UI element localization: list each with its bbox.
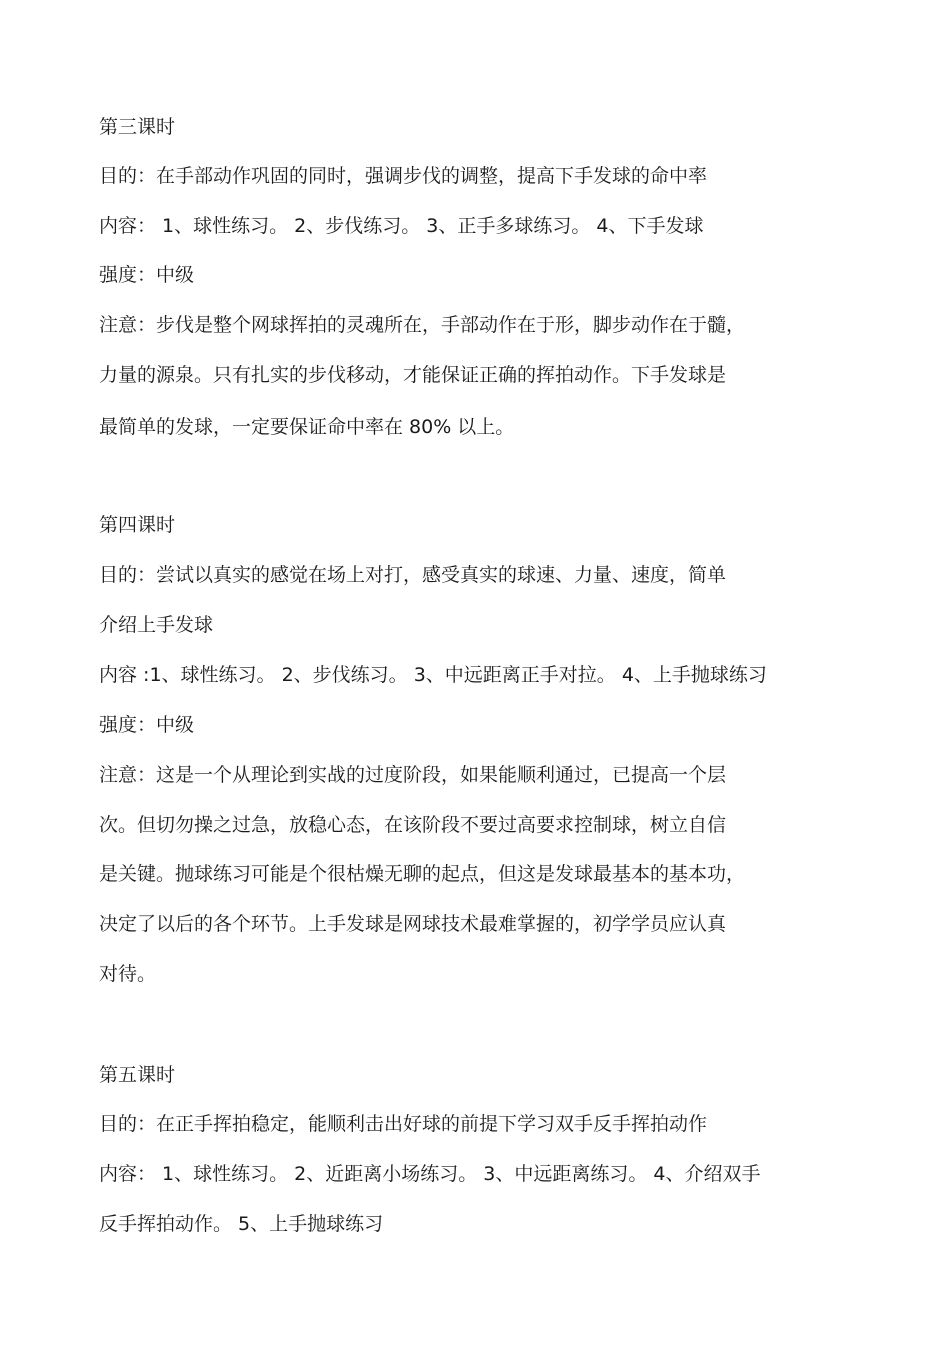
lesson-5-content-line-2: 反手挥拍动作。 5、上手抛球练习 bbox=[99, 1213, 384, 1235]
lesson-4-goal-line-1: 目的：尝试以真实的感觉在场上对打，感受真实的球速、力量、速度，简单 bbox=[99, 564, 727, 586]
lesson-3-note-line-1: 注意：步伐是整个网球挥拍的灵魂所在，手部动作在于形，脚步动作在于髓， bbox=[99, 314, 746, 336]
lesson-4-note-line-4: 决定了以后的各个环节。上手发球是网球技术最难掌握的，初学学员应认真 bbox=[99, 913, 727, 935]
lesson-3-note-line-3: 最简单的发球，一定要保证命中率在 80% 以上。 bbox=[99, 416, 515, 438]
lesson-4-note-line-2: 次。但切勿操之过急，放稳心态，在该阶段不要过高要求控制球，树立自信 bbox=[99, 814, 727, 836]
lesson-4-title: 第四课时 bbox=[99, 514, 176, 536]
lesson-3-intensity: 强度：中级 bbox=[99, 264, 195, 286]
lesson-3-content: 内容： 1、球性练习。 2、步伐练习。 3、正手多球练习。 4、下手发球 bbox=[99, 215, 704, 237]
lesson-3-title: 第三课时 bbox=[99, 116, 176, 138]
lesson-4-content: 内容 :1、球性练习。 2、步伐练习。 3、中远距离正手对拉。 4、上手抛球练习 bbox=[99, 664, 767, 686]
lesson-5-goal: 目的：在正手挥拍稳定，能顺利击出好球的前提下学习双手反手挥拍动作 bbox=[99, 1113, 708, 1135]
lesson-4-goal-line-2: 介绍上手发球 bbox=[99, 614, 214, 636]
lesson-5-title: 第五课时 bbox=[99, 1064, 176, 1086]
lesson-3-goal: 目的：在手部动作巩固的同时，强调步伐的调整，提高下手发球的命中率 bbox=[99, 165, 708, 187]
lesson-5-content-line-1: 内容： 1、球性练习。 2、近距离小场练习。 3、中远距离练习。 4、介绍双手 bbox=[99, 1163, 761, 1185]
lesson-4-note-line-1: 注意：这是一个从理论到实战的过度阶段，如果能顺利通过，已提高一个层 bbox=[99, 764, 727, 786]
lesson-3-note-line-2: 力量的源泉。只有扎实的步伐移动，才能保证正确的挥拍动作。下手发球是 bbox=[99, 364, 727, 386]
lesson-4-note-line-5: 对待。 bbox=[99, 963, 157, 985]
lesson-4-intensity: 强度：中级 bbox=[99, 714, 195, 736]
lesson-4-note-line-3: 是关键。抛球练习可能是个很枯燥无聊的起点，但这是发球最基本的基本功， bbox=[99, 863, 746, 885]
